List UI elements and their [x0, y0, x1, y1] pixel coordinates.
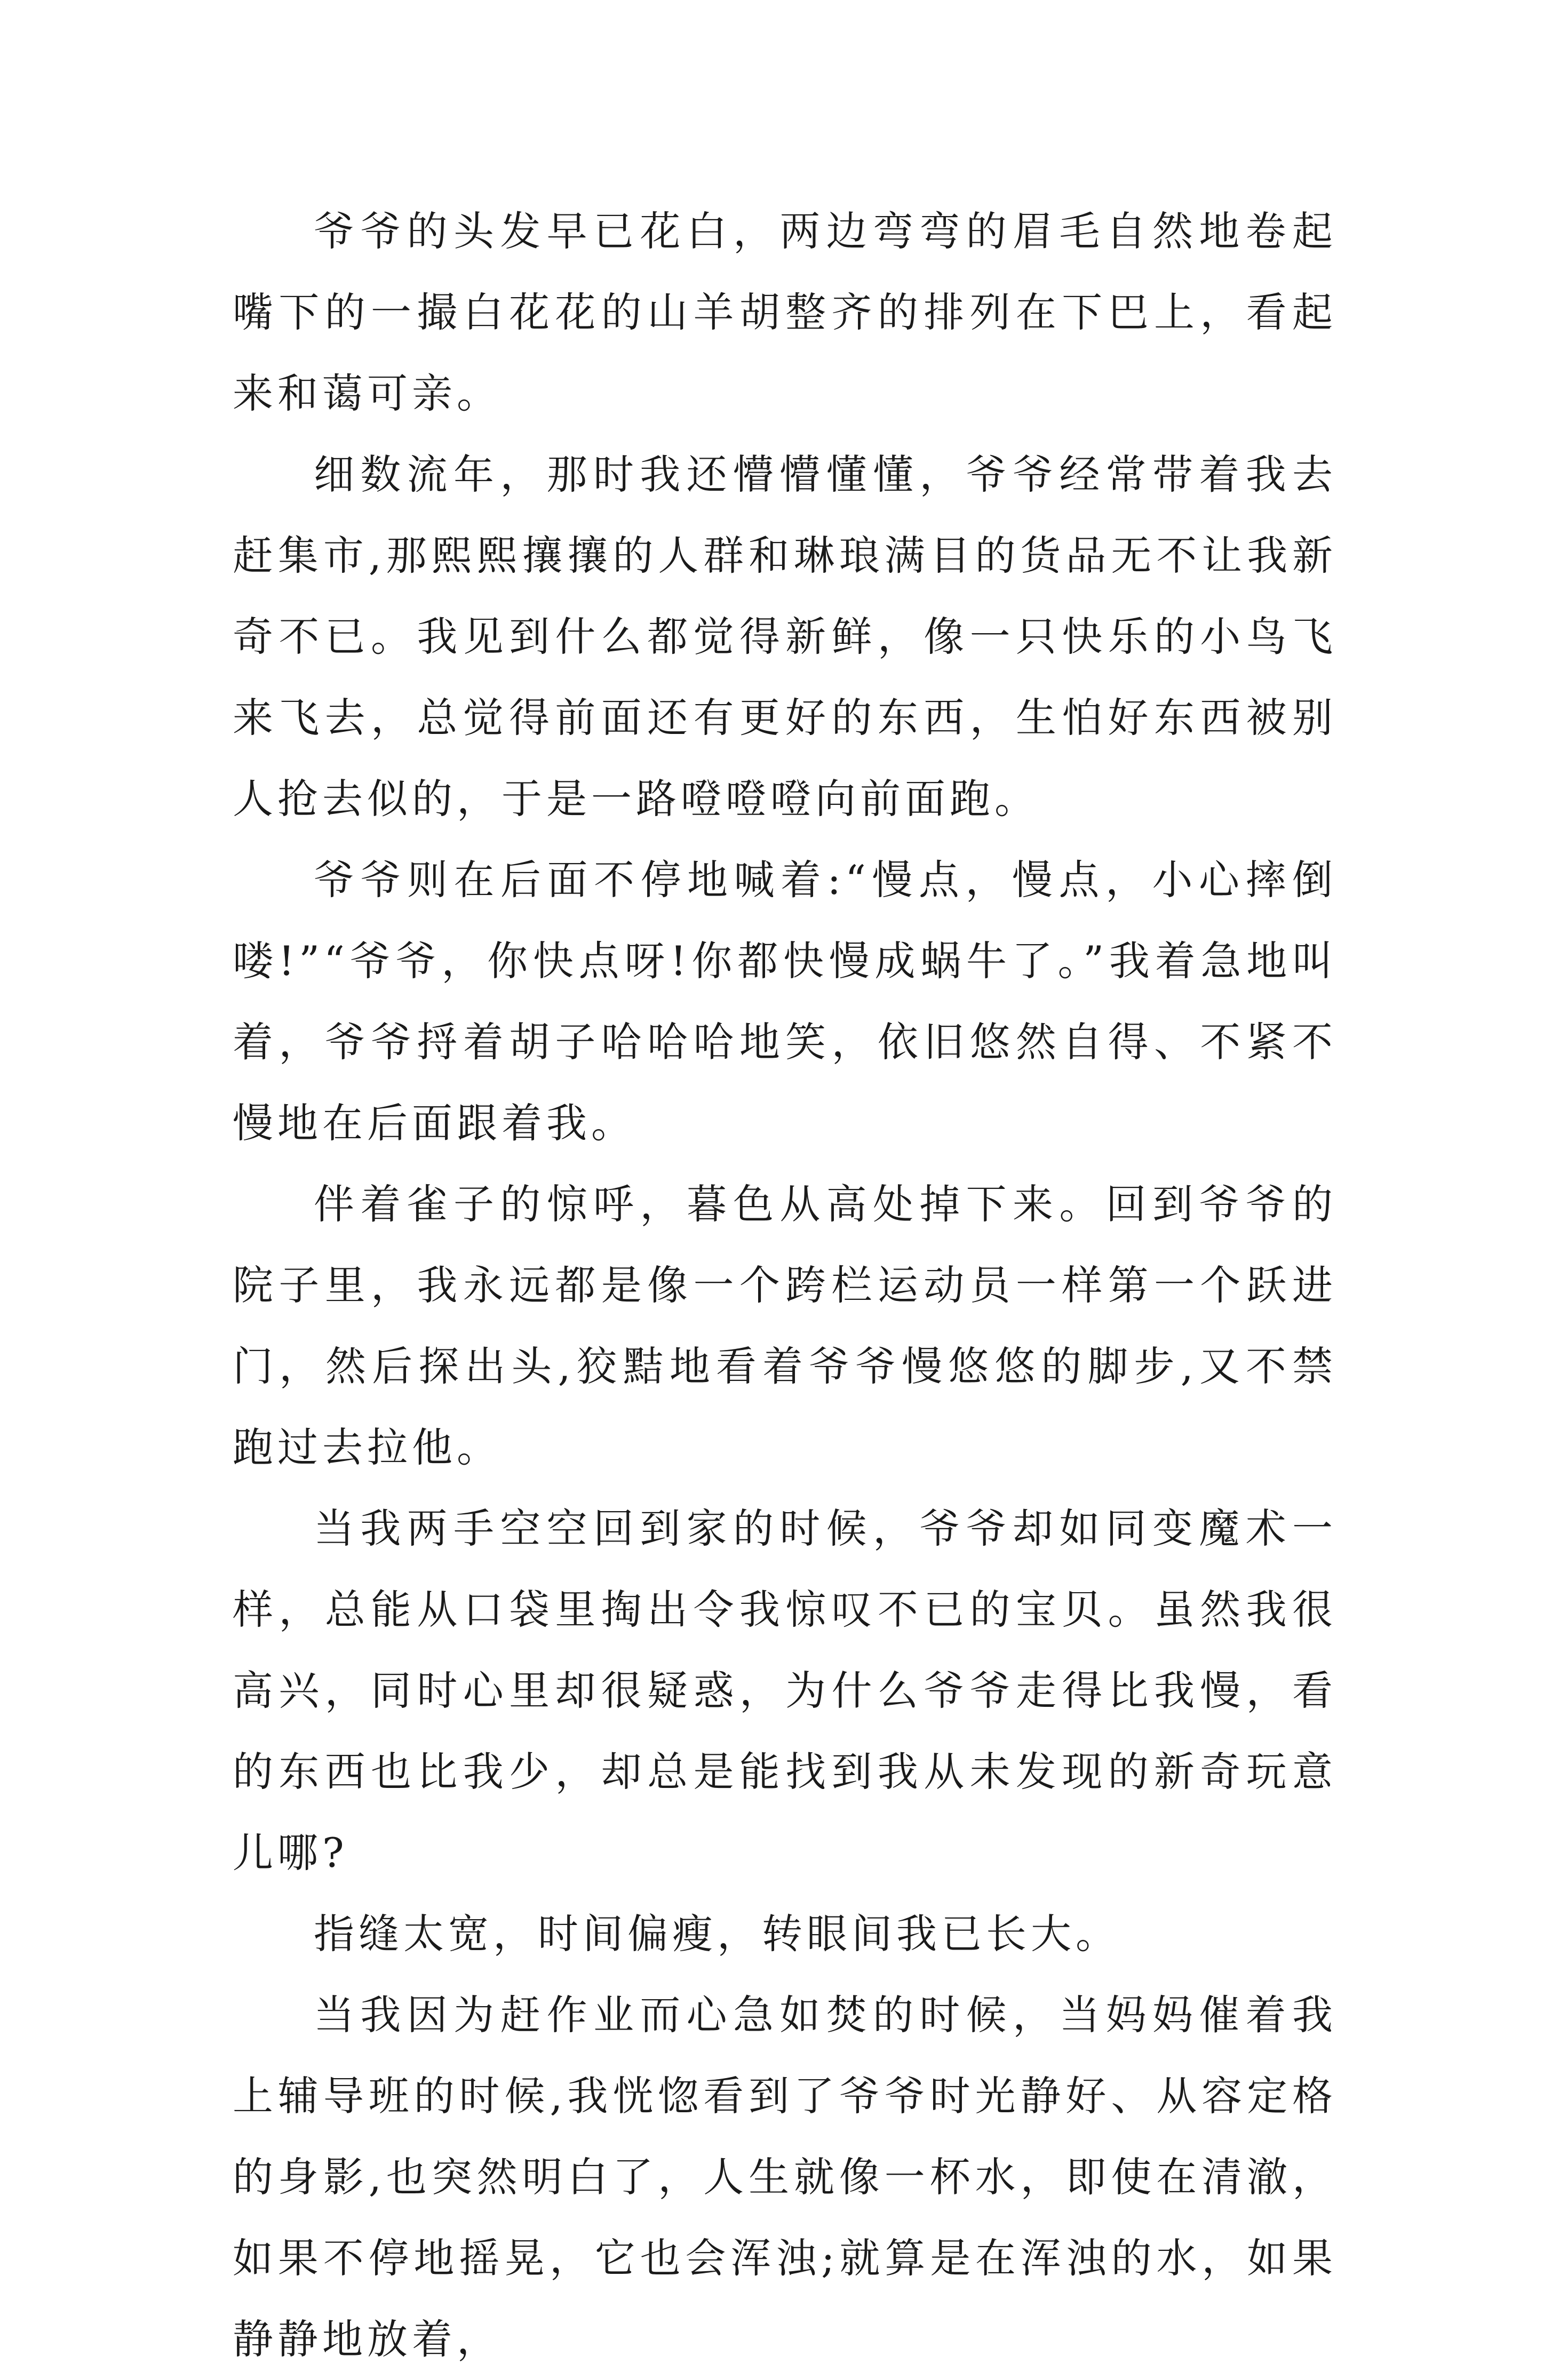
paragraph-5: 当我两手空空回到家的时候，爷爷却如同变魔术一样，总能从口袋里掏出令我惊叹不已的宝贝。虽然我很高兴，同时心里却很疑惑，为什么爷爷走得比我慢，看的东西也比我少，却总是能找到我从未发现的新奇玩意儿哪? — [233, 1505, 1337, 1876]
paragraph-7: 当我因为赶作业而心急如焚的时候，当妈妈催着我上辅导班的时候,我恍惚看到了爷爷时光静好、从容定格的身影,也突然明白了，人生就像一杯水，即使在清澈，如果不停地摇晃，它也会浑浊;就算是在浑浊的水，如果静静地放着， — [233, 1991, 1337, 2363]
paragraph-6: 指缝太宽，时间偏瘦，转眼间我已长大。 — [314, 1910, 1120, 1958]
paragraph-4: 伴着雀子的惊呼，暮色从高处掉下来。回到爷爷的院子里，我永远都是像一个跨栏运动员一样第一个跃进门，然后探出头,狡黠地看着爷爷慢悠悠的脚步,又不禁跑过去拉他。 — [233, 1180, 1337, 1471]
paragraph-2: 细数流年，那时我还懵懵懂懂，爷爷经常带着我去赶集市,那熙熙攘攘的人群和琳琅满目的货品无不让我新奇不已。我见到什么都觉得新鲜，像一只快乐的小鸟飞来飞去，总觉得前面还有更好的东西，生怕好东西被别人抢去似的，于是一路噔噔噔向前面跑。 — [233, 451, 1337, 822]
paragraph-3: 爷爷则在后面不停地喊着:“慢点，慢点，小心摔倒喽!”“爷爷，你快点呀!你都快慢成蜗牛了。”我着急地叫着，爷爷捋着胡子哈哈哈地笑，依旧悠然自得、不紧不慢地在后面跟着我。 — [233, 856, 1337, 1147]
document-body — [233, 191, 1337, 2380]
paragraph-1: 爷爷的头发早已花白，两边弯弯的眉毛自然地卷起嘴下的一撮白花花的山羊胡整齐的排列在下巴上，看起来和蔼可亲。 — [233, 207, 1337, 417]
